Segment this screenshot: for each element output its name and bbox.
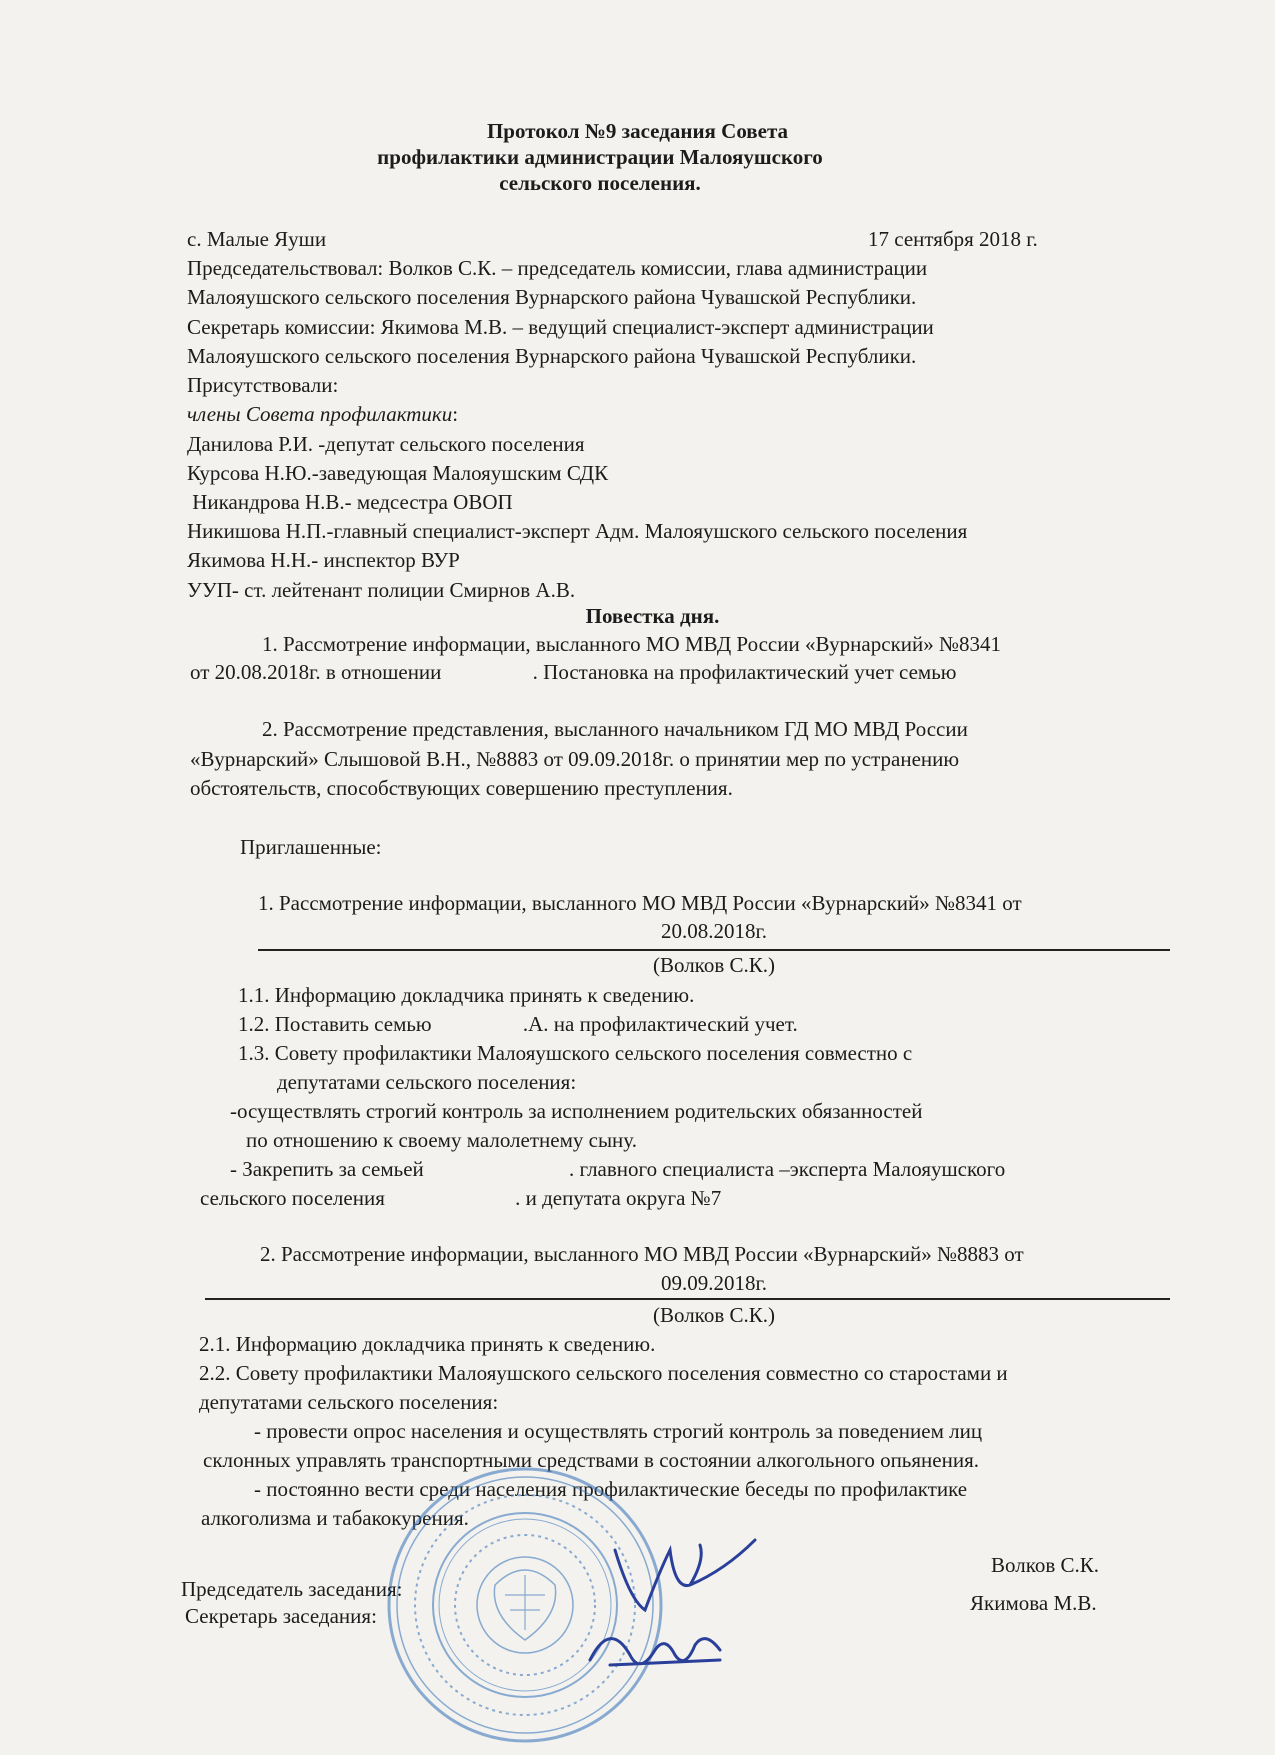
agenda-item-2-line-2: «Вурнарский» Слышовой В.Н., №8883 от 09.09.2018г. о принятии мер по устранению — [190, 747, 960, 771]
section-2-divider — [205, 1298, 1170, 1300]
chair-line-1: Председательствовал: Волков С.К. – председатель комиссии, глава администрации — [187, 256, 928, 280]
agenda-item-1-text-a: от 20.08.2018г. в отношении — [190, 660, 442, 684]
members-heading — [187, 401, 458, 427]
present-label: Присутствовали: — [187, 373, 339, 397]
section-1-p2 — [238, 1011, 798, 1037]
redacted-name — [437, 1015, 523, 1033]
section-2-p2-line-2: депутатами сельского поселения: — [199, 1390, 499, 1414]
member-item: Якимова Н.Н.- инспектор ВУР — [187, 548, 460, 572]
agenda-item-1-text-b: . Постановка на профилактический учет семью — [532, 660, 957, 684]
agenda-item-2-line-3: обстоятельств, способствующих совершению преступления. — [190, 776, 733, 800]
section-1-p5-line-2 — [200, 1185, 721, 1211]
agenda-item-2-line-1: 2. Рассмотрение представления, высланного начальником ГД МО МВД России — [262, 717, 968, 741]
secretary-signature-name: Якимова М.В. — [970, 1591, 1097, 1615]
section-1-p4-text: по отношению к своему малолетнему сыну. — [246, 1128, 637, 1152]
member-item: УУП- ст. лейтенант полиции Смирнов А.В. — [187, 578, 576, 602]
members-colon: : — [452, 402, 459, 426]
section-1-p2-text-a: 1.2. Поставить семью — [238, 1012, 432, 1036]
section-1-p5-text-c: сельского поселения — [200, 1186, 385, 1210]
chair-signature-label: Председатель заседания: — [181, 1577, 403, 1601]
secretary-line-2: Малояушского сельского поселения Вурнарского района Чувашской Республики. — [187, 344, 917, 368]
member-item: Никандрова Н.В.- медсестра ОВОП — [187, 490, 513, 514]
section-1-heading-line-2: 20.08.2018г. — [661, 919, 767, 943]
redacted-name — [447, 663, 533, 681]
chair-line-2: Малояушского сельского поселения Вурнарского района Чувашской Республики. — [187, 285, 917, 309]
section-2-p2-line-1: 2.2. Совету профилактики Малояушского сельского поселения совместно со старостами и — [199, 1361, 1008, 1385]
secretary-signature-label: Секретарь заседания: — [185, 1604, 377, 1628]
section-1-p4-line-2 — [218, 1127, 637, 1153]
members-label: члены Совета профилактики — [187, 402, 453, 426]
section-2-p3-line-1: - провести опрос населения и осуществлять строгий контроль за поведением лиц — [254, 1419, 983, 1443]
member-item: Никишова Н.П.-главный специалист-эксперт Адм. Малояушского сельского поселения — [187, 519, 968, 543]
redacted-name — [390, 1189, 515, 1207]
place: с. Малые Яуши — [187, 227, 327, 251]
title-line-3: сельского поселения. — [499, 171, 701, 195]
redacted-name — [218, 1131, 246, 1149]
section-1-divider — [258, 949, 1170, 951]
section-2-heading-line-2: 09.09.2018г. — [661, 1271, 767, 1295]
section-2-p4-line-1: - постоянно вести среди населения профилактические беседы по профилактике — [254, 1477, 968, 1501]
section-1-speaker: (Волков С.К.) — [652, 953, 775, 977]
title-line-1: Протокол №9 заседания Совета — [486, 119, 789, 143]
chair-signature-name: Волков С.К. — [991, 1553, 1100, 1577]
date: 17 сентября 2018 г. — [868, 227, 1038, 251]
section-2-p1: 2.1. Информацию докладчика принять к сведению. — [199, 1332, 656, 1356]
member-item: Данилова Р.И. -депутат сельского поселения — [187, 432, 585, 456]
section-1-p5-text-d: . и депутата округа №7 — [515, 1186, 722, 1210]
section-1-heading-line-1: 1. Рассмотрение информации, высланного МО МВД России «Вурнарский» №8341 от — [258, 891, 1022, 915]
secretary-line-1: Секретарь комиссии: Якимова М.В. – ведущий специалист-эксперт администрации — [187, 315, 934, 339]
section-1-p5-text-b: . главного специалиста –эксперта Малояушского — [569, 1157, 1006, 1181]
section-1-p5-text-a: - Закрепить за семьей — [230, 1157, 424, 1181]
title-line-2: профилактики администрации Малояушского — [377, 145, 823, 169]
section-2-speaker: (Волков С.К.) — [652, 1303, 775, 1327]
section-1-p3-line-2: депутатами сельского поселения: — [277, 1070, 577, 1094]
section-2-heading-line-1: 2. Рассмотрение информации, высланного МО МВД России «Вурнарский» №8883 от — [260, 1242, 1024, 1266]
agenda-item-1-line-1: 1. Рассмотрение информации, высланного МО МВД России «Вурнарский» №8341 — [262, 632, 1002, 656]
agenda-title: Повестка дня. — [585, 604, 720, 628]
invited-label: Приглашенные: — [240, 835, 382, 859]
section-1-p2-text-b: .А. на профилактический учет. — [522, 1012, 798, 1036]
agenda-item-1-line-2 — [190, 659, 956, 685]
section-1-p5-line-1 — [230, 1156, 1005, 1182]
section-1-p3-line-1: 1.3. Совету профилактики Малояушского сельского поселения совместно с — [238, 1041, 913, 1065]
section-2-p4-line-2: алкоголизма и табакокурения. — [201, 1506, 469, 1530]
member-item: Курсова Н.Ю.-заведующая Малояушским СДК — [187, 461, 609, 485]
section-2-p3-line-2: склонных управлять транспортными средствами в состоянии алкогольного опьянения. — [203, 1448, 979, 1472]
section-1-p1: 1.1. Информацию докладчика принять к сведению. — [238, 983, 695, 1007]
redacted-name — [429, 1160, 569, 1178]
secretary-signature — [570, 1600, 750, 1690]
section-1-p4-line-1: -осуществлять строгий контроль за исполнением родительских обязанностей — [230, 1099, 923, 1123]
